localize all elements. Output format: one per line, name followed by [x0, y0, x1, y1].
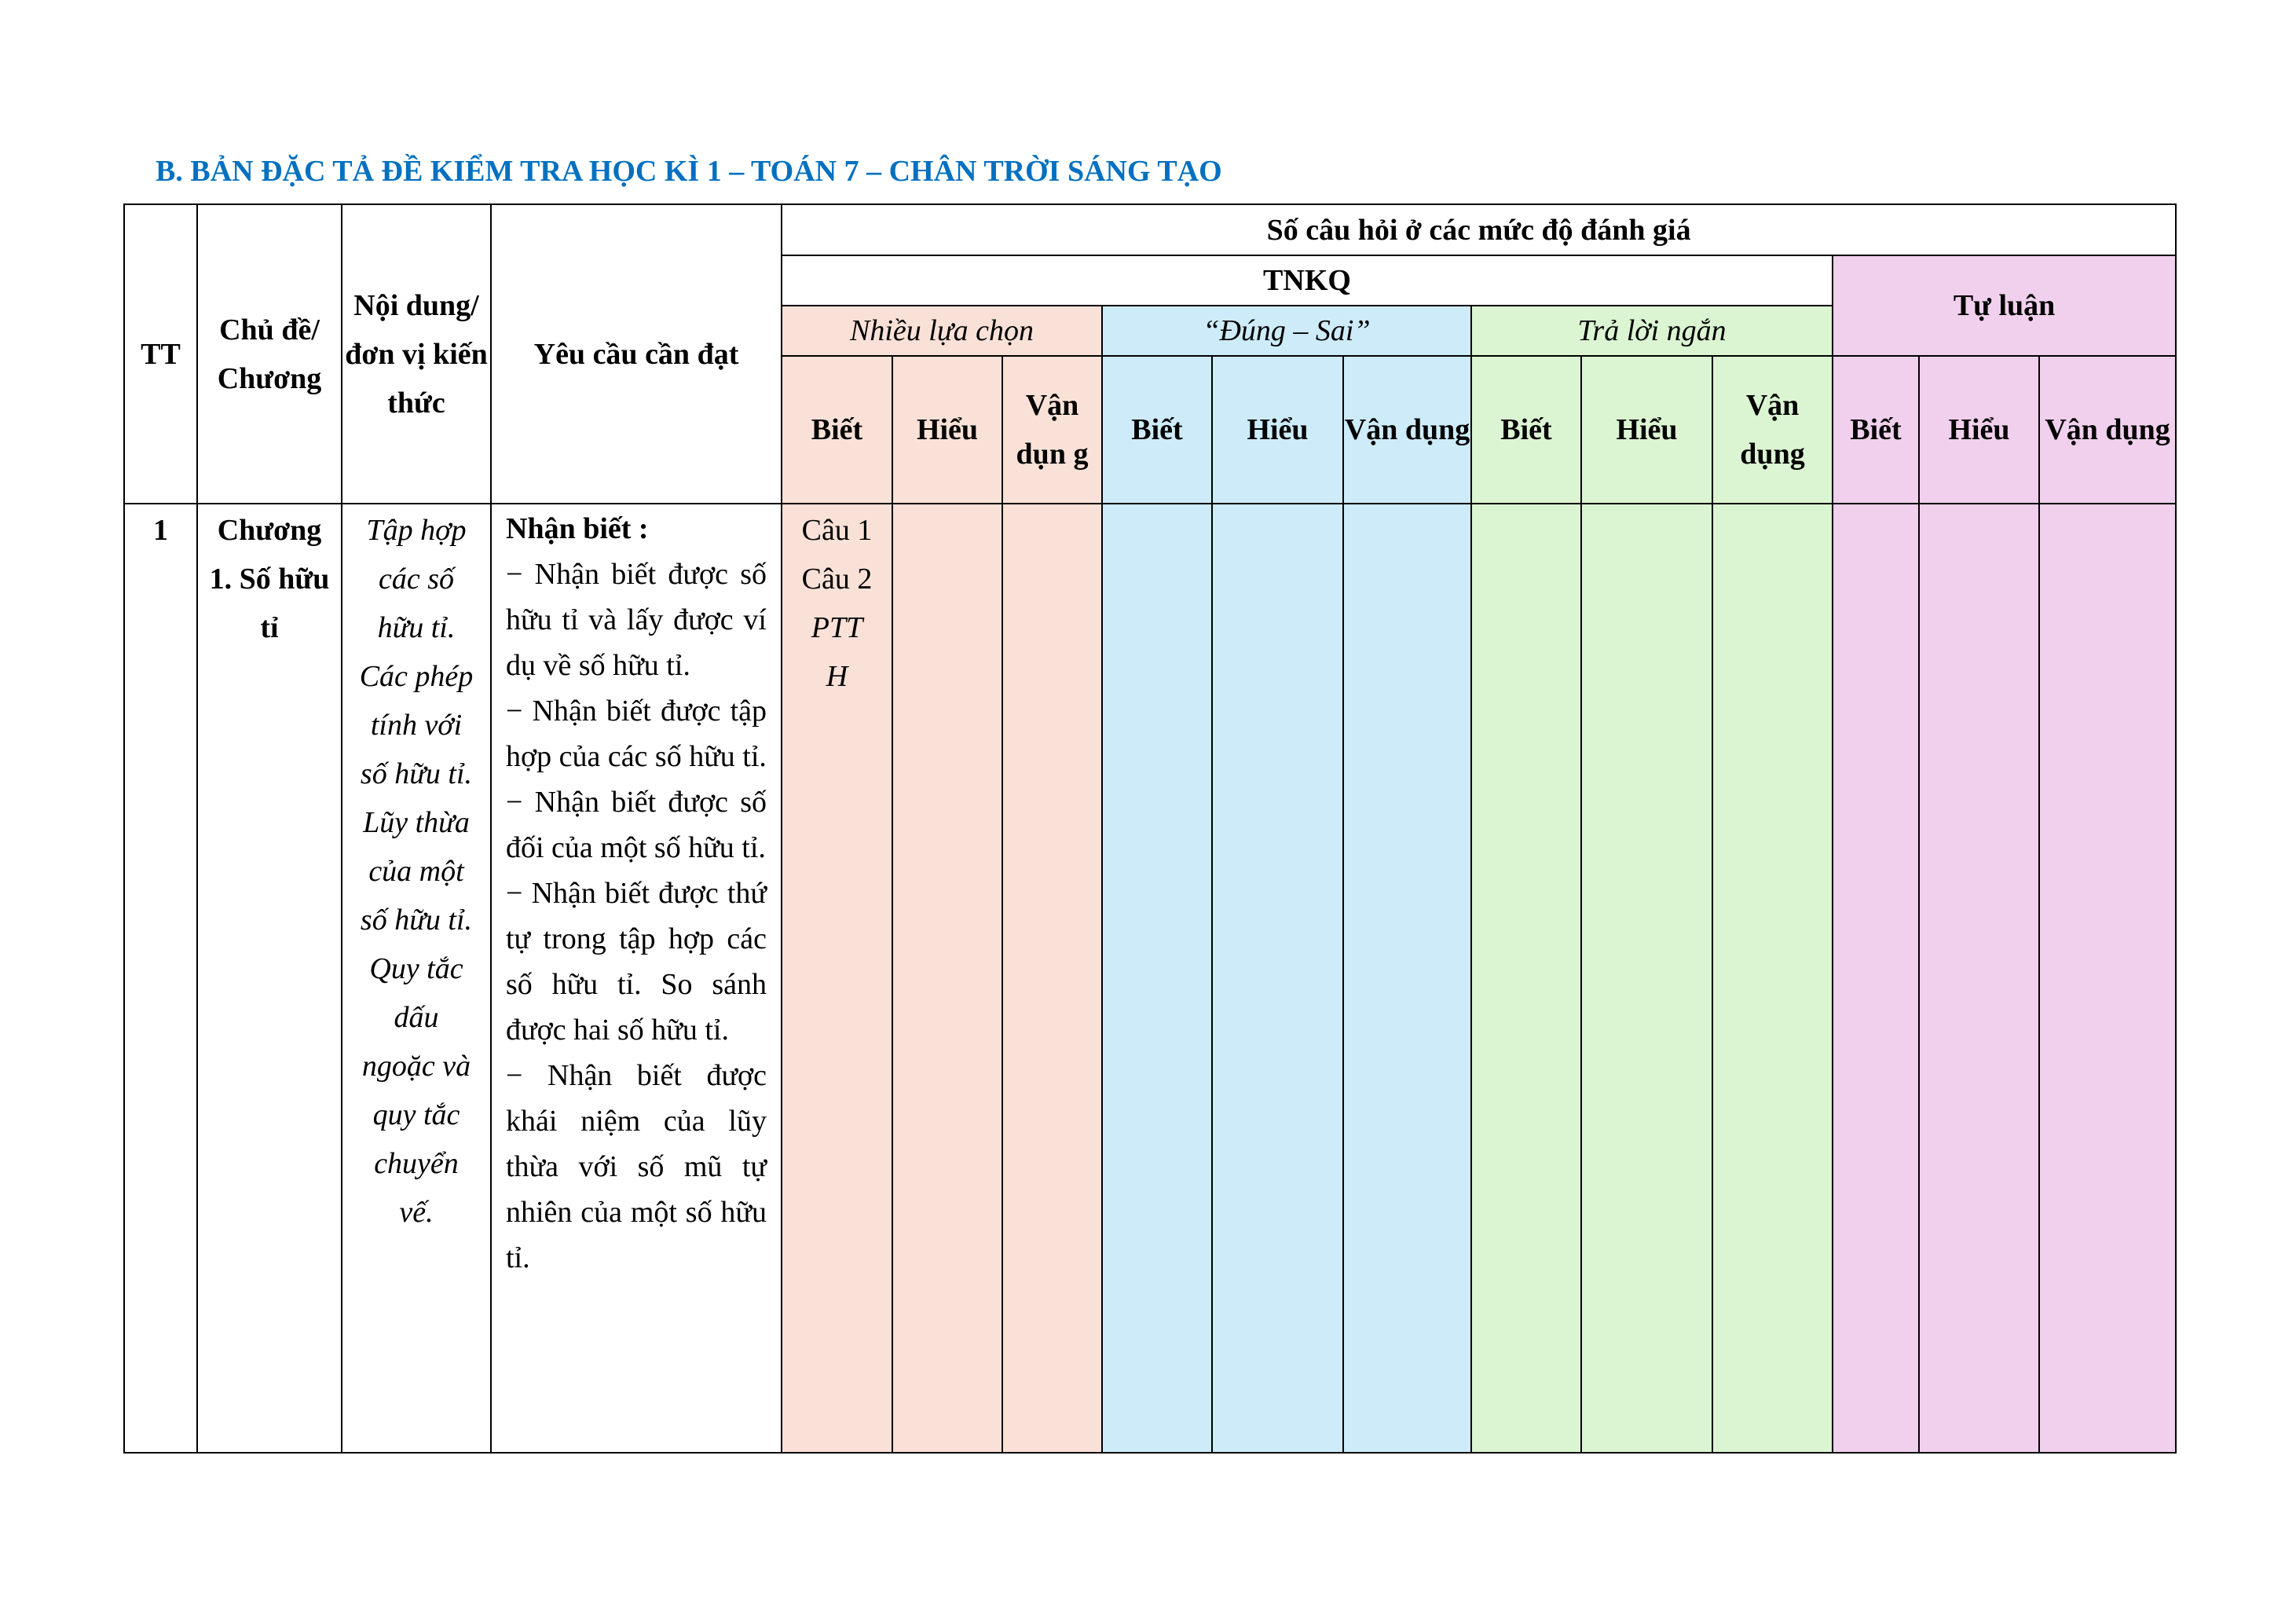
header-tf-understand: Hiểu	[1212, 356, 1343, 504]
requirement-item: − Nhận biết được số đối của một số hữu tỉ.	[506, 786, 767, 864]
cell-sa-understand	[1581, 504, 1712, 1453]
row-tt: 1	[124, 504, 197, 1453]
header-tl-understand: Hiểu	[1919, 356, 2039, 504]
header-topic: Chủ đề/ Chương	[197, 204, 342, 504]
header-mc-understand: Hiểu	[892, 356, 1002, 504]
requirement-item: − Nhận biết được khái niệm của lũy thừa với số mũ tự nhiên của một số hữu tỉ.	[506, 1059, 767, 1274]
question-ref: Câu 2	[801, 563, 873, 596]
header-content: Nội dung/ đơn vị kiến thức	[342, 204, 491, 504]
header-multiple-choice: Nhiều lựa chọn	[782, 306, 1102, 356]
cell-tl-understand	[1919, 504, 2039, 1453]
specification-table	[123, 203, 2177, 1454]
header-mc-know: Biết	[782, 356, 892, 504]
table-row	[124, 504, 2176, 1453]
header-question-count: Số câu hỏi ở các mức độ đánh giá	[782, 204, 2176, 255]
cell-sa-know	[1471, 504, 1581, 1453]
row-requirement	[491, 504, 782, 1453]
cell-mc-apply	[1002, 504, 1102, 1453]
cell-mc-know	[782, 504, 892, 1453]
row-topic: Chương 1. Số hữu tỉ	[197, 504, 342, 1453]
cell-tl-know	[1833, 504, 1919, 1453]
row-content: Tập hợp các số hữu tỉ. Các phép tính với số hữu tỉ. Lũy thừa của một số hữu tỉ. Quy tắc dấu ngoặc và quy tắc chuyển vế.	[342, 504, 491, 1453]
cell-mc-understand	[892, 504, 1002, 1453]
document-title: B. BẢN ĐẶC TẢ ĐỀ KIỂM TRA HỌC KÌ 1 – TOÁN 7 – CHÂN TRỜI SÁNG TẠO	[156, 155, 1222, 188]
header-tt: TT	[124, 204, 197, 504]
header-mc-apply: Vận dụn g	[1002, 356, 1102, 504]
cell-tf-know	[1102, 504, 1212, 1453]
question-ref: PTT	[811, 611, 863, 644]
header-tf-know: Biết	[1102, 356, 1212, 504]
cell-sa-apply	[1712, 504, 1833, 1453]
header-sa-understand: Hiểu	[1581, 356, 1712, 504]
header-sa-apply: Vận dụng	[1712, 356, 1833, 504]
requirement-item: − Nhận biết được số hữu tỉ và lấy được ví dụ về số hữu tỉ.	[506, 558, 767, 682]
header-tf-apply: Vận dụng	[1343, 356, 1471, 504]
cell-tl-apply	[2039, 504, 2176, 1453]
requirement-heading: Nhận biết :	[506, 512, 649, 545]
header-essay: Tự luận	[1833, 255, 2176, 356]
question-ref: H	[826, 660, 848, 693]
header-true-false: “Đúng – Sai”	[1102, 306, 1471, 356]
header-sa-know: Biết	[1471, 356, 1581, 504]
requirement-item: − Nhận biết được tập hợp của các số hữu tỉ.	[506, 695, 767, 773]
header-tl-know: Biết	[1833, 356, 1919, 504]
header-tnkq: TNKQ	[782, 255, 1833, 306]
header-requirement: Yêu cầu cần đạt	[491, 204, 782, 504]
header-tl-apply: Vận dụng	[2039, 356, 2176, 504]
requirement-item: − Nhận biết được thứ tự trong tập hợp các số hữu tỉ. So sánh được hai số hữu tỉ.	[506, 877, 767, 1047]
question-ref: Câu 1	[801, 514, 873, 547]
header-short-answer: Trả lời ngắn	[1471, 306, 1833, 356]
cell-tf-understand	[1212, 504, 1343, 1453]
cell-tf-apply	[1343, 504, 1471, 1453]
